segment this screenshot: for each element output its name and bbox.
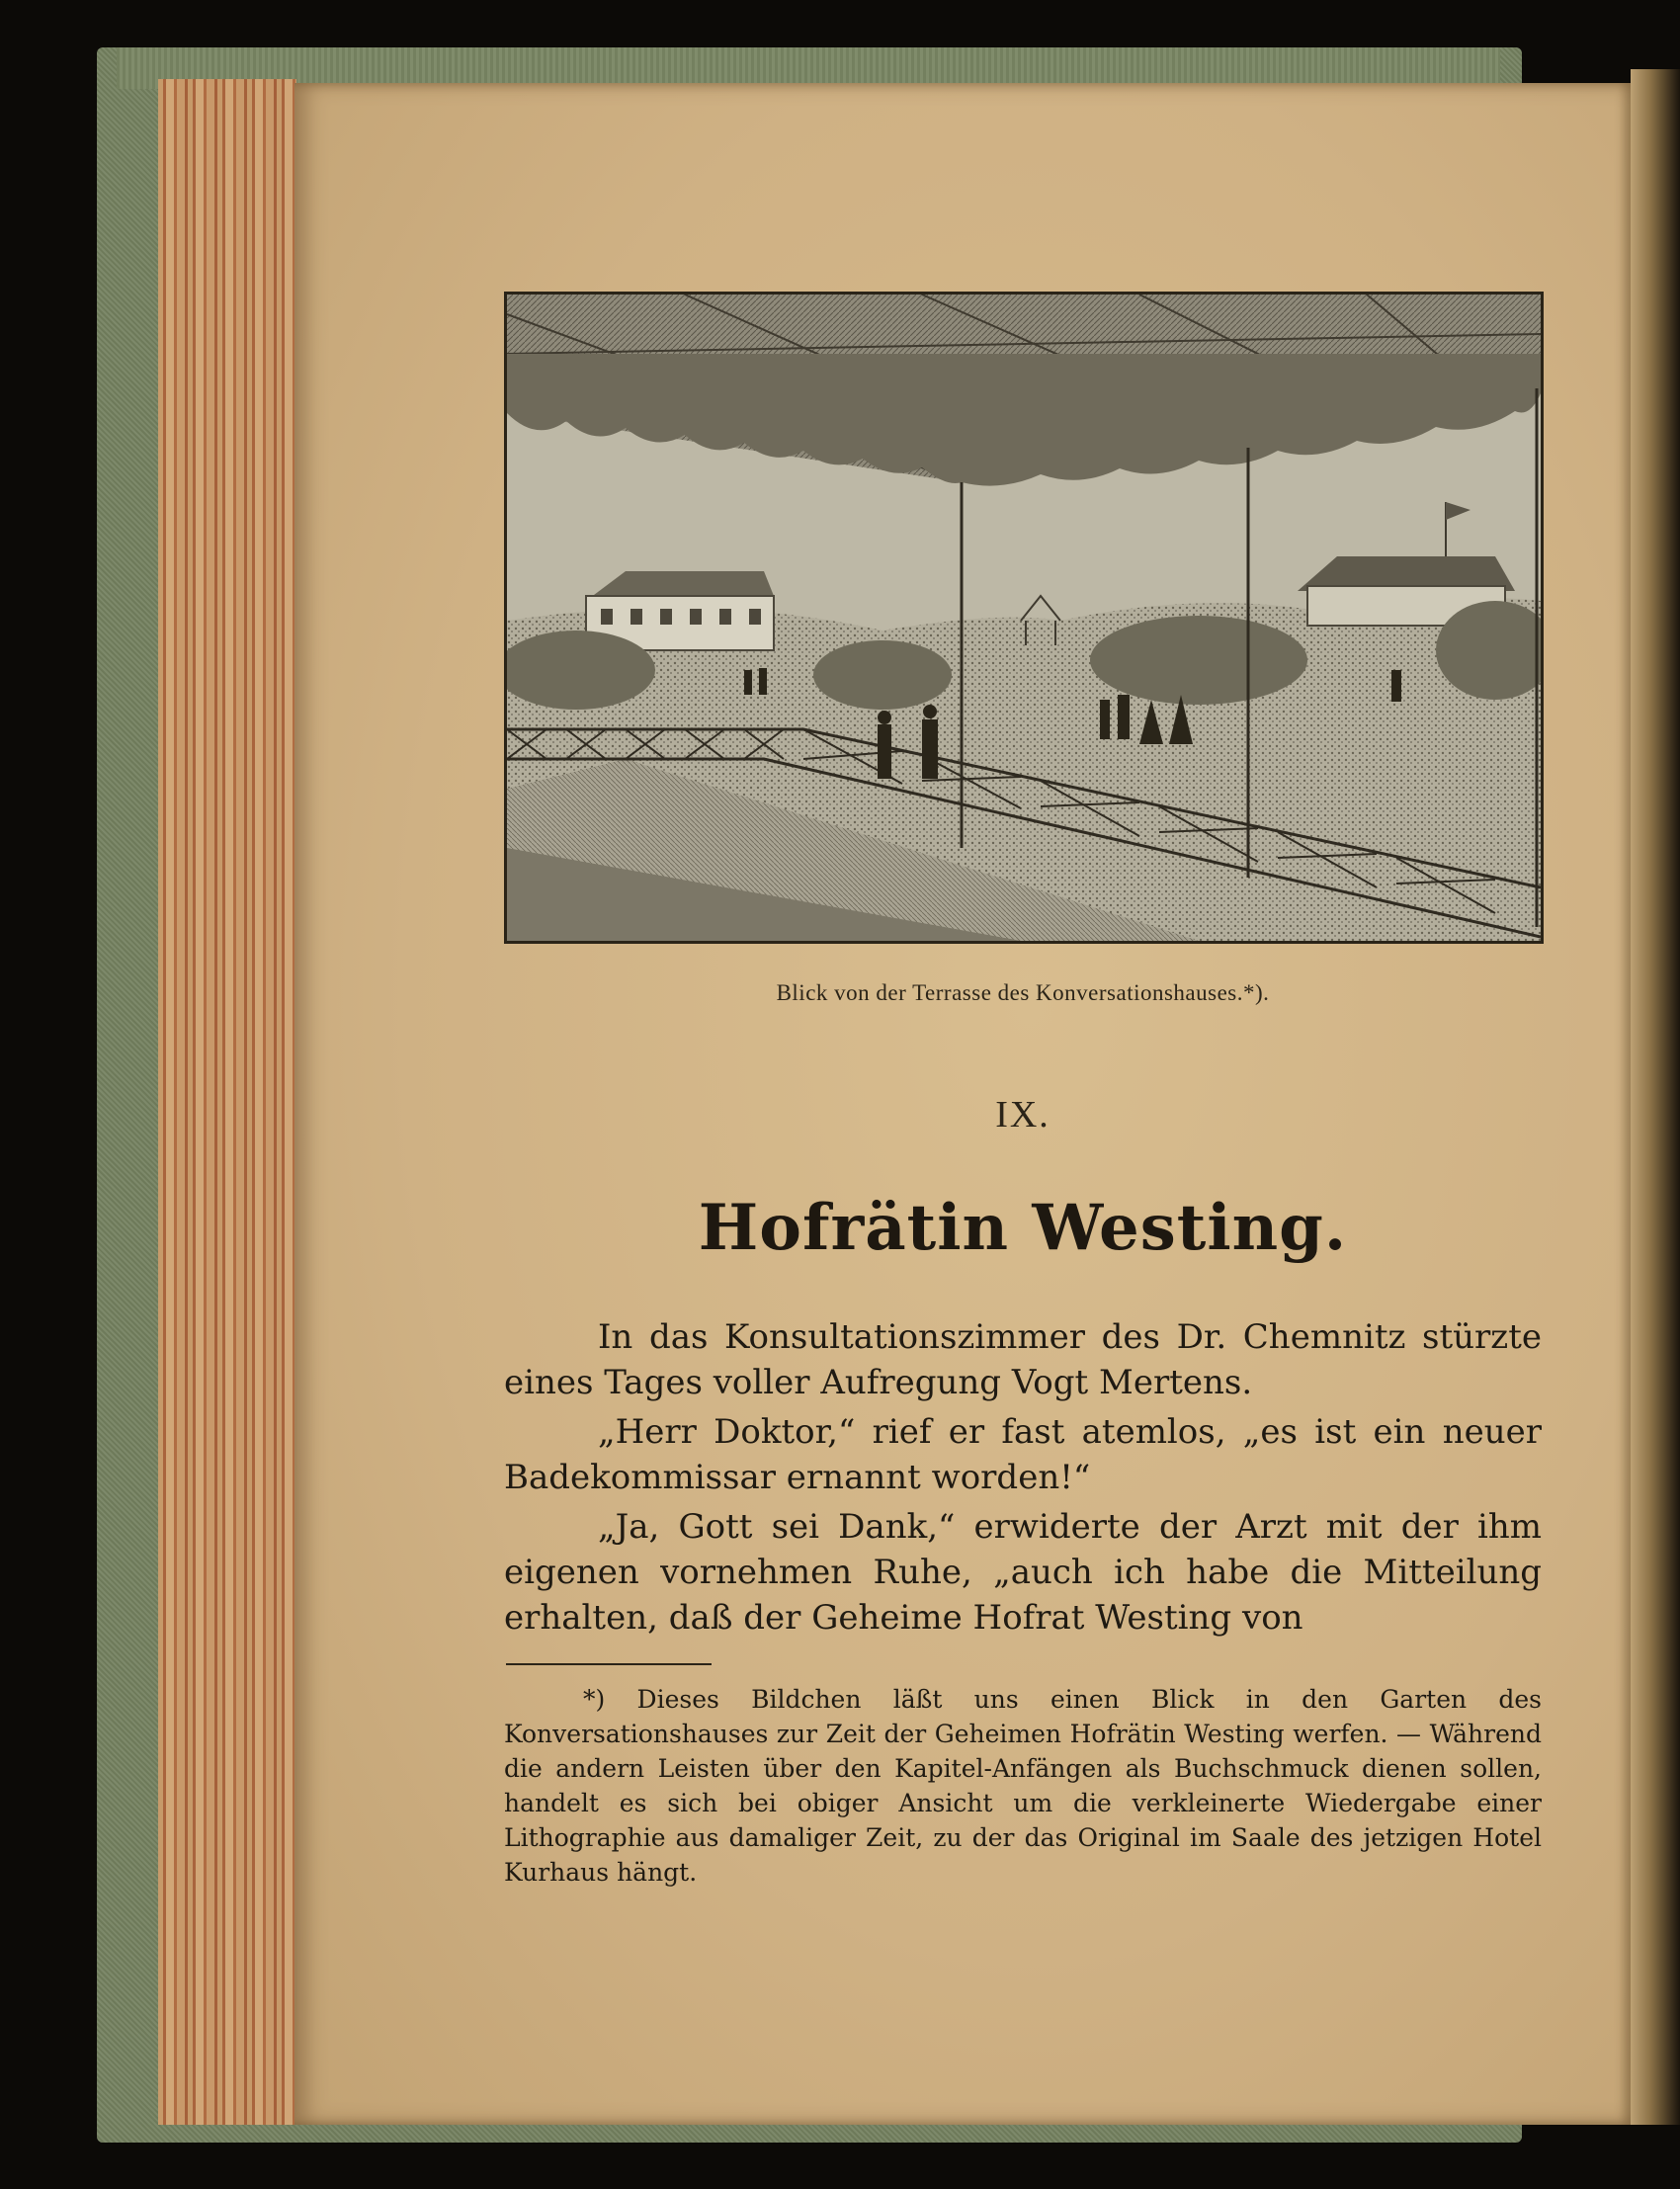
chapter-title: Hofrätin Westing. bbox=[698, 1191, 1348, 1265]
figure-caption: Blick von der Terrasse des Konversationshauses.*). bbox=[776, 980, 1270, 1005]
paragraph-3: „Ja, Gott sei Dank,“ erwiderte der Arzt mit der ihm eigenen vornehmen Ruhe, „auch ich habe die Mitteilung erhalten, daß der Geheime Hofrat Westing von bbox=[504, 1507, 1542, 1638]
footnote: *) Dieses Bildchen läßt uns einen Blick in den Garten des Konversationshauses zur Zeit der Geheimen Hofrätin Westing werfen. — Während die andern Leisten über den Kapitel-Anfängen als Buchschmuck dienen sollen, handelt es sich bei obiger Ansicht um die verkleinerte Wiedergabe einer Lithographie aus damaliger Zeit, zu der das Original im Saale des jetzigen Hotel Kurhaus hängt. bbox=[504, 1685, 1542, 1887]
illustration-terrace bbox=[504, 292, 1544, 944]
paragraph-1: In das Konsultationszimmer des Dr. Chemnitz stürzte eines Tages voller Aufregung Vogt Mertens. bbox=[504, 1317, 1542, 1402]
body-text bbox=[504, 1314, 1542, 1644]
footnote-divider bbox=[506, 1663, 712, 1665]
page-edges bbox=[158, 79, 296, 2125]
page-gutter bbox=[1631, 69, 1680, 2125]
paragraph-2: „Herr Doktor,“ rief er fast atemlos, „es ist ein neuer Badekommissar ernannt worden!“ bbox=[504, 1412, 1542, 1497]
chapter-number: IX. bbox=[995, 1094, 1050, 1136]
